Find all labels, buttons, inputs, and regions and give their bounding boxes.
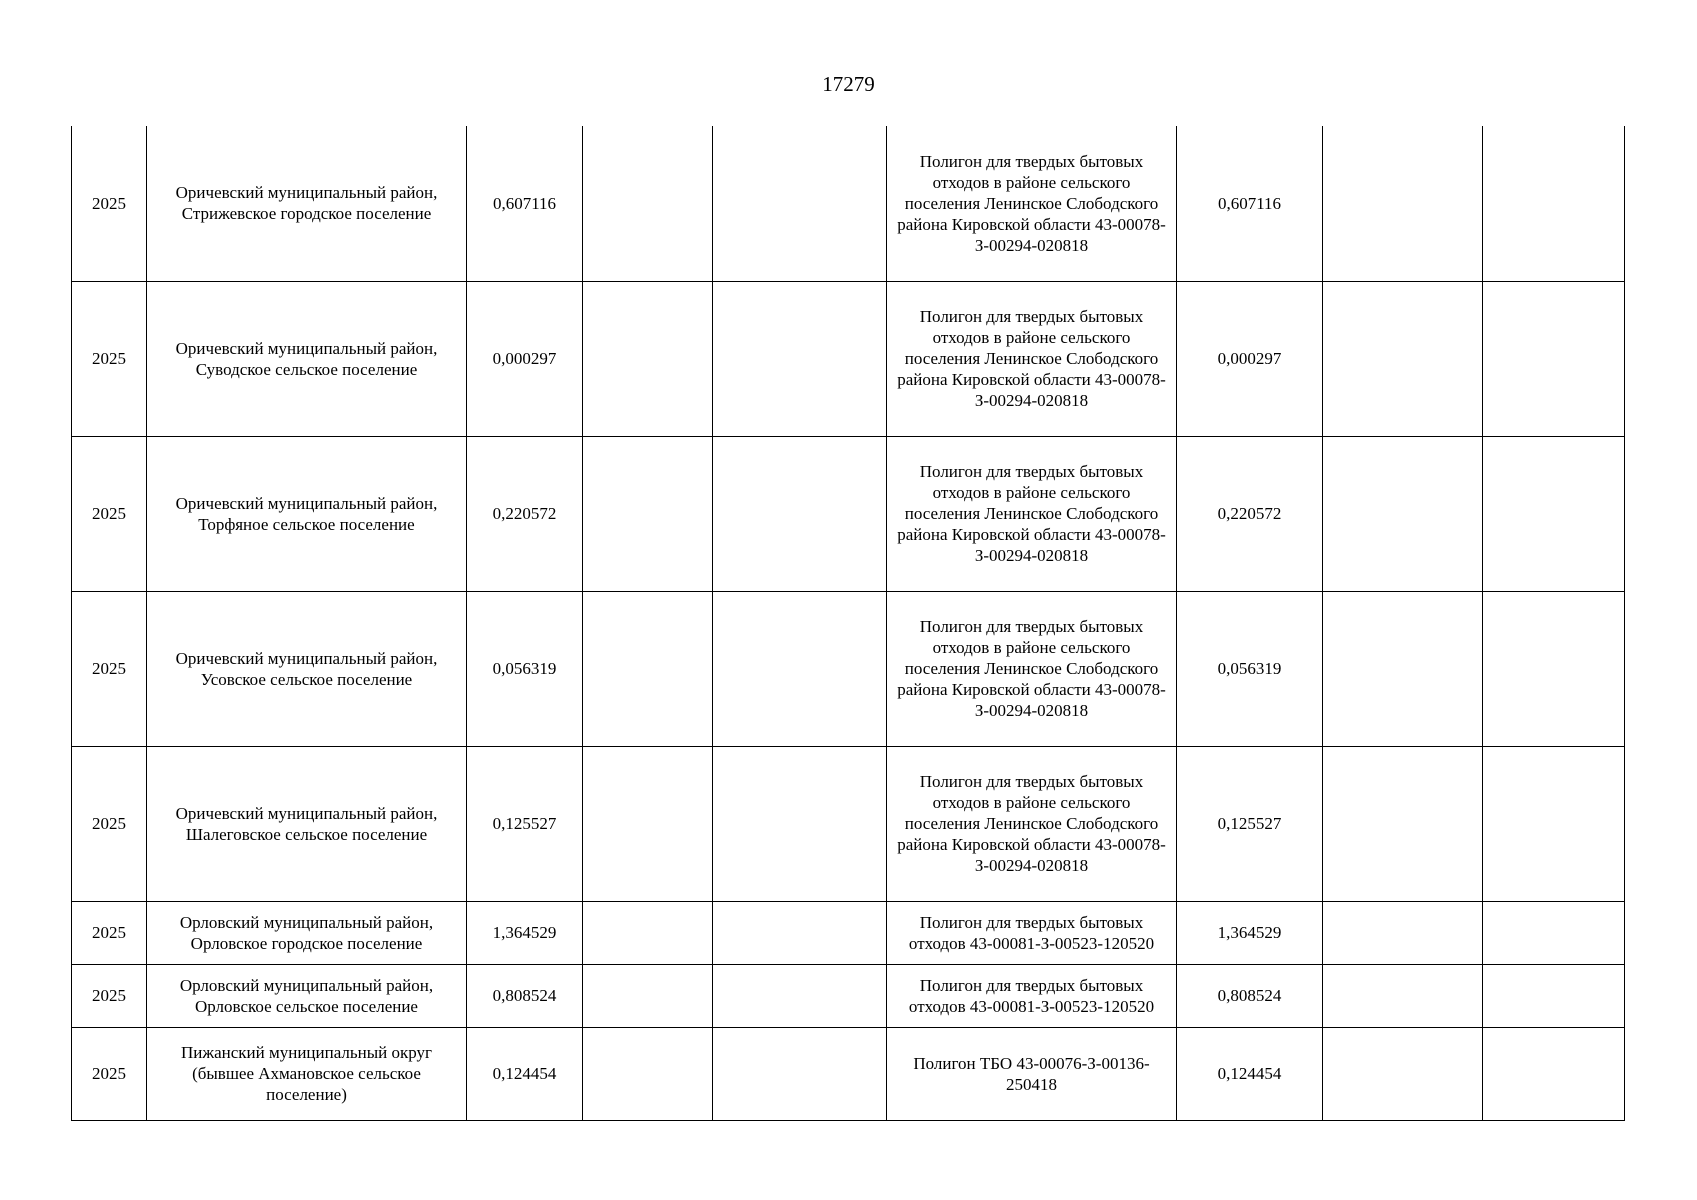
facility-cell: Полигон для твердых бытовых отходов в районе сельского поселения Ленинское Слободского района Кировской области 43-00078-З-00294-020818 xyxy=(887,746,1177,901)
table-row xyxy=(72,281,1625,436)
amount-cell: 0,124454 xyxy=(467,1027,583,1120)
facility-cell: Полигон для твердых бытовых отходов в районе сельского поселения Ленинское Слободского района Кировской области 43-00078-З-00294-020818 xyxy=(887,126,1177,281)
empty-cell xyxy=(1483,281,1625,436)
empty-cell xyxy=(583,901,713,964)
year-cell: 2025 xyxy=(72,591,147,746)
empty-cell xyxy=(1323,1027,1483,1120)
empty-cell xyxy=(1323,436,1483,591)
amount-cell: 1,364529 xyxy=(467,901,583,964)
empty-cell xyxy=(583,126,713,281)
empty-cell xyxy=(1483,591,1625,746)
empty-cell xyxy=(713,964,887,1027)
amount-cell: 0,000297 xyxy=(467,281,583,436)
empty-cell xyxy=(713,436,887,591)
empty-cell xyxy=(1483,126,1625,281)
facility-cell: Полигон ТБО 43-00076-З-00136-250418 xyxy=(887,1027,1177,1120)
empty-cell xyxy=(1483,436,1625,591)
empty-cell xyxy=(1483,1027,1625,1120)
empty-cell xyxy=(713,281,887,436)
table-row xyxy=(72,746,1625,901)
year-cell: 2025 xyxy=(72,964,147,1027)
table-row xyxy=(72,964,1625,1027)
municipality-cell: Орловский муниципальный район, Орловское сельское поселение xyxy=(147,964,467,1027)
page-number: 17279 xyxy=(822,72,875,96)
amount2-cell: 0,125527 xyxy=(1177,746,1323,901)
amount2-cell: 0,607116 xyxy=(1177,126,1323,281)
amount2-cell: 1,364529 xyxy=(1177,901,1323,964)
empty-cell xyxy=(1483,901,1625,964)
year-cell: 2025 xyxy=(72,126,147,281)
empty-cell xyxy=(713,746,887,901)
municipality-cell: Оричевский муниципальный район, Шалеговское сельское поселение xyxy=(147,746,467,901)
table-row xyxy=(72,436,1625,591)
facility-cell: Полигон для твердых бытовых отходов в районе сельского поселения Ленинское Слободского района Кировской области 43-00078-З-00294-020818 xyxy=(887,591,1177,746)
facility-cell: Полигон для твердых бытовых отходов в районе сельского поселения Ленинское Слободского района Кировской области 43-00078-З-00294-020818 xyxy=(887,436,1177,591)
municipality-cell: Оричевский муниципальный район, Торфяное сельское поселение xyxy=(147,436,467,591)
facility-cell: Полигон для твердых бытовых отходов 43-00081-З-00523-120520 xyxy=(887,901,1177,964)
empty-cell xyxy=(713,901,887,964)
year-cell: 2025 xyxy=(72,746,147,901)
empty-cell xyxy=(1323,964,1483,1027)
municipality-cell: Оричевский муниципальный район, Суводское сельское поселение xyxy=(147,281,467,436)
year-cell: 2025 xyxy=(72,1027,147,1120)
empty-cell xyxy=(1483,746,1625,901)
municipality-cell: Орловский муниципальный район, Орловское городское поселение xyxy=(147,901,467,964)
amount-cell: 0,607116 xyxy=(467,126,583,281)
amount-cell: 0,808524 xyxy=(467,964,583,1027)
table-row xyxy=(72,901,1625,964)
amount2-cell: 0,056319 xyxy=(1177,591,1323,746)
year-cell: 2025 xyxy=(72,901,147,964)
amount-cell: 0,220572 xyxy=(467,436,583,591)
empty-cell xyxy=(1323,281,1483,436)
empty-cell xyxy=(713,126,887,281)
table-row xyxy=(72,1027,1625,1120)
empty-cell xyxy=(583,436,713,591)
facility-cell: Полигон для твердых бытовых отходов 43-00081-З-00523-120520 xyxy=(887,964,1177,1027)
empty-cell xyxy=(583,591,713,746)
empty-cell xyxy=(1323,126,1483,281)
empty-cell xyxy=(583,1027,713,1120)
table-row xyxy=(72,591,1625,746)
amount2-cell: 0,808524 xyxy=(1177,964,1323,1027)
table-row xyxy=(72,126,1625,281)
empty-cell xyxy=(1323,591,1483,746)
waste-table xyxy=(71,126,1625,1121)
empty-cell xyxy=(1323,901,1483,964)
municipality-cell: Пижанский муниципальный округ (бывшее Ахмановское сельское поселение) xyxy=(147,1027,467,1120)
year-cell: 2025 xyxy=(72,281,147,436)
year-cell: 2025 xyxy=(72,436,147,591)
empty-cell xyxy=(713,1027,887,1120)
empty-cell xyxy=(1483,964,1625,1027)
amount2-cell: 0,220572 xyxy=(1177,436,1323,591)
empty-cell xyxy=(583,281,713,436)
amount-cell: 0,056319 xyxy=(467,591,583,746)
empty-cell xyxy=(1323,746,1483,901)
amount2-cell: 0,124454 xyxy=(1177,1027,1323,1120)
empty-cell xyxy=(583,964,713,1027)
empty-cell xyxy=(583,746,713,901)
amount2-cell: 0,000297 xyxy=(1177,281,1323,436)
empty-cell xyxy=(713,591,887,746)
municipality-cell: Оричевский муниципальный район, Усовское сельское поселение xyxy=(147,591,467,746)
amount-cell: 0,125527 xyxy=(467,746,583,901)
facility-cell: Полигон для твердых бытовых отходов в районе сельского поселения Ленинское Слободского района Кировской области 43-00078-З-00294-020818 xyxy=(887,281,1177,436)
municipality-cell: Оричевский муниципальный район, Стрижевское городское поселение xyxy=(147,126,467,281)
